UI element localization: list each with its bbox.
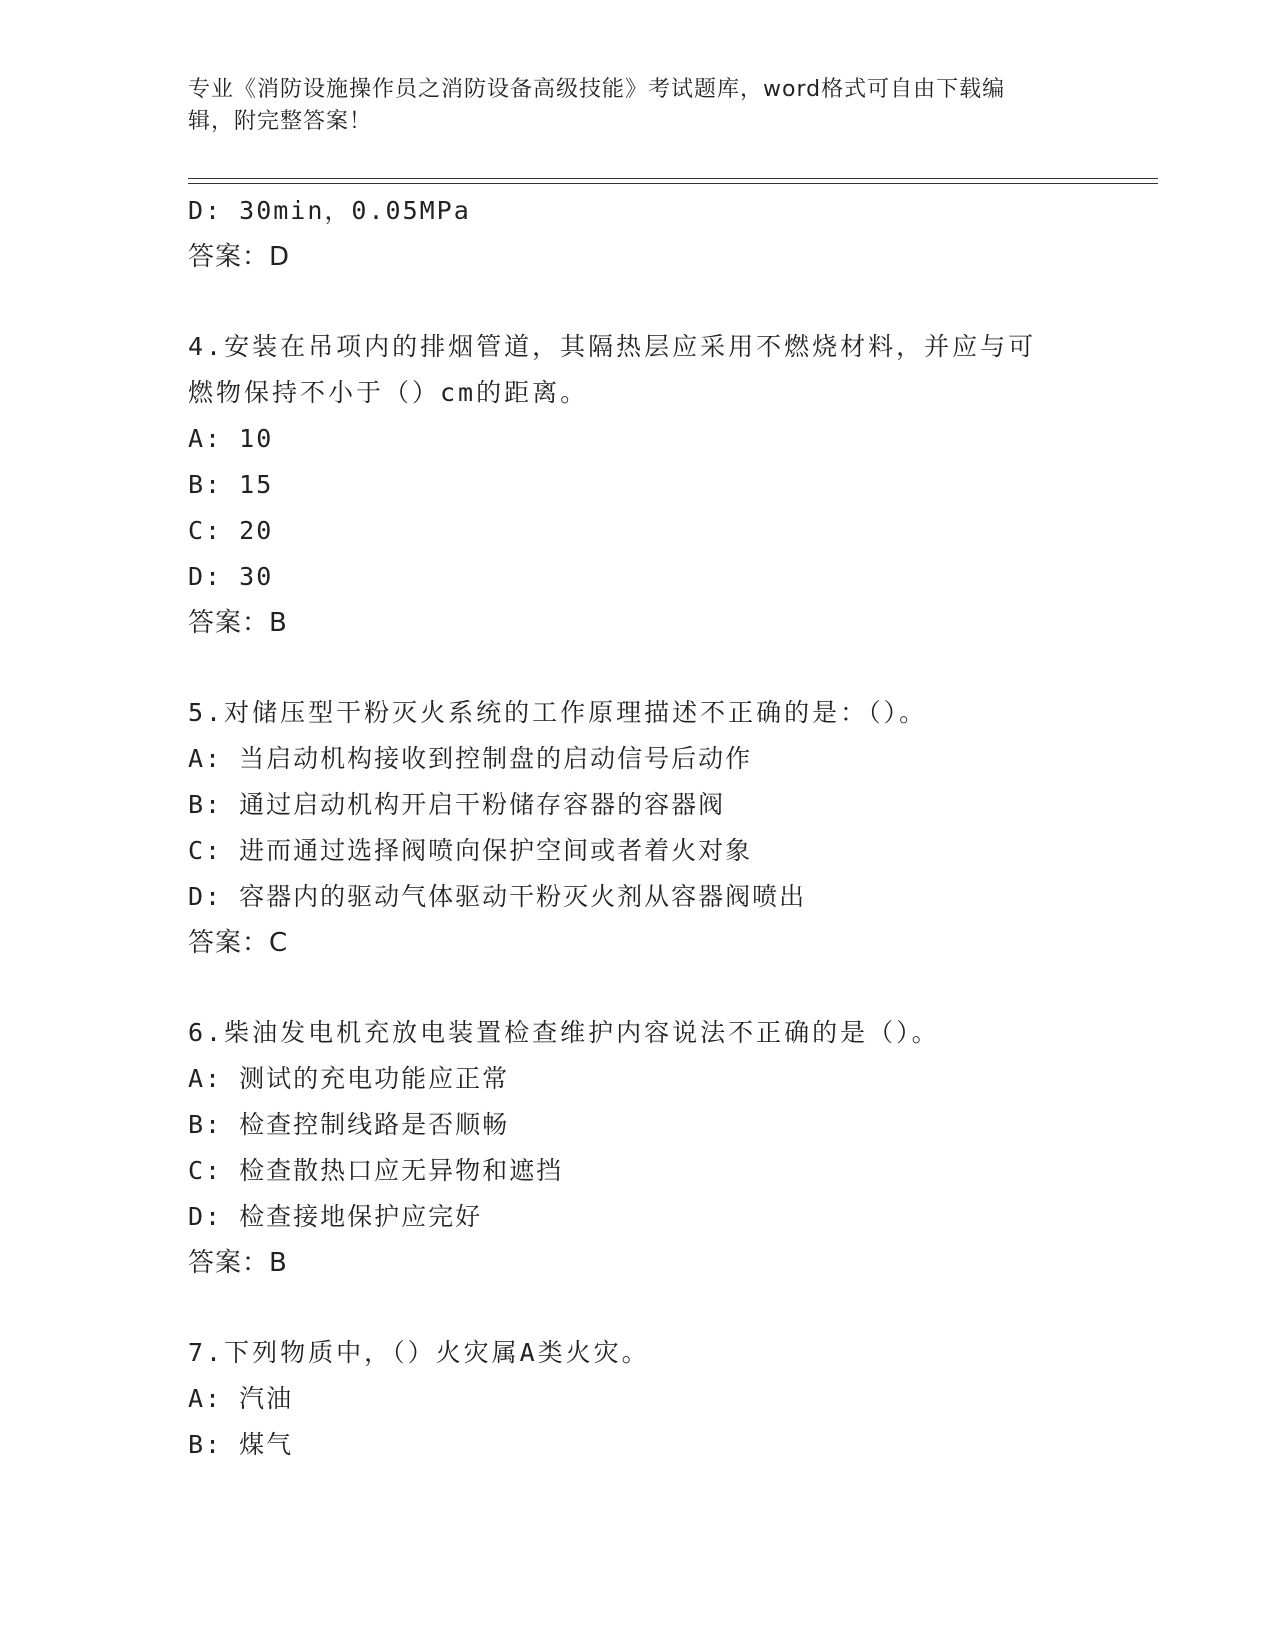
header-rule-top <box>188 178 1158 179</box>
option-b: B: 检查控制线路是否顺畅 <box>188 1110 510 1139</box>
answer: 答案：C <box>188 928 289 958</box>
question-7 <box>188 1330 1148 1468</box>
option-d: D: 检查接地保护应完好 <box>188 1202 483 1231</box>
answer: 答案：B <box>188 608 288 638</box>
option-d: D: 30min，0.05MPa <box>188 196 471 225</box>
spacer <box>188 646 1148 690</box>
spacer <box>188 966 1148 1010</box>
option-c: C: 检查散热口应无异物和遮挡 <box>188 1156 564 1185</box>
answer: 答案：B <box>188 1248 288 1278</box>
option-a: A: 测试的充电功能应正常 <box>188 1064 510 1093</box>
spacer <box>188 280 1148 324</box>
question-text: 4.安装在吊项内的排烟管道，其隔热层应采用不燃烧材料，并应与可 <box>188 332 1037 361</box>
question-list <box>188 188 1148 1468</box>
question-text: 6.柴油发电机充放电装置检查维护内容说法不正确的是（）。 <box>188 1018 940 1047</box>
option-a: A: 汽油 <box>188 1384 294 1413</box>
header-rule-bottom <box>188 183 1158 184</box>
page-header <box>188 74 1068 138</box>
option-b: B: 煤气 <box>188 1430 294 1459</box>
answer: 答案：D <box>188 242 291 272</box>
question-5 <box>188 690 1148 966</box>
question-text: 7.下列物质中，（）火灾属A类火灾。 <box>188 1338 650 1367</box>
option-c: C: 20 <box>188 516 274 545</box>
question-text: 5.对储压型干粉灭火系统的工作原理描述不正确的是：（）。 <box>188 698 928 727</box>
option-d: D: 容器内的驱动气体驱动干粉灭火剂从容器阀喷出 <box>188 882 807 911</box>
option-a: A: 当启动机构接收到控制盘的启动信号后动作 <box>188 744 753 773</box>
option-a: A: 10 <box>188 424 274 453</box>
question-6 <box>188 1010 1148 1286</box>
question-4 <box>188 324 1148 646</box>
option-b: B: 15 <box>188 470 274 499</box>
header-line-1: 专业《消防设施操作员之消防设备高级技能》考试题库，word格式可自由下载编 <box>188 77 1006 102</box>
spacer <box>188 1286 1148 1330</box>
header-line-2: 辑，附完整答案！ <box>188 109 373 134</box>
question-text-continued: 燃物保持不小于（）cm的距离。 <box>188 378 589 407</box>
option-d: D: 30 <box>188 562 274 591</box>
option-b: B: 通过启动机构开启干粉储存容器的容器阀 <box>188 790 726 819</box>
option-c: C: 进而通过选择阀喷向保护空间或者着火对象 <box>188 836 753 865</box>
